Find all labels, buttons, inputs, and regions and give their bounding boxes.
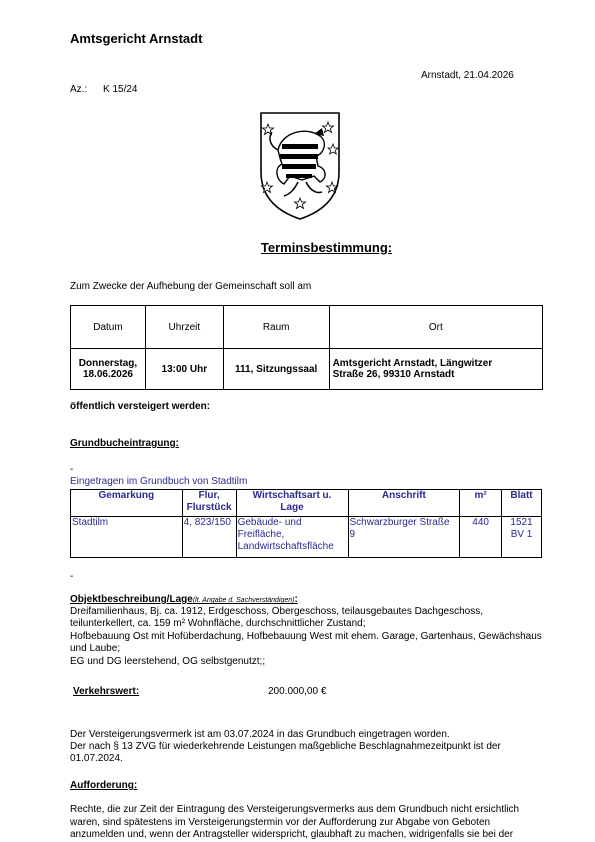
grundbuch-header-row <box>71 490 542 517</box>
appointment-table <box>70 305 543 390</box>
col-wirtschaftsart <box>236 490 348 517</box>
object-description-heading <box>70 594 298 605</box>
object-heading-text: Objektbeschreibung/Lage <box>70 594 193 605</box>
place-date: Arnstadt, 21.04.2026 <box>421 70 514 81</box>
auction-statement: öffentlich versteigert werden: <box>70 401 211 412</box>
col-wirt-1: Wirtschaftsart u. <box>252 490 332 501</box>
object-line: und Laube; <box>70 643 121 654</box>
object-line: Dreifamilienhaus, Bj. ca. 1912, Erdgeschoss, Obergeschoss, teilausgebautes Dachgeschoss, <box>70 606 484 617</box>
title-wrap <box>0 239 595 257</box>
datum-cell <box>71 349 146 390</box>
grundbuch-source: Eingetragen im Grundbuch von Stadtilm <box>70 476 248 487</box>
ort-line-2: Straße 26, 99310 Arnstadt <box>332 369 455 380</box>
vermerk-line: Der Versteigerungsvermerk ist am 03.07.2024 in das Grundbuch eingetragen worden. <box>70 729 450 740</box>
az-label: Az.: <box>70 84 88 95</box>
grundbuch-table <box>70 489 542 558</box>
header-ort: Ort <box>329 306 542 349</box>
verkehrswert-value: 200.000,00 € <box>268 686 327 697</box>
cell-blatt-2: BV 1 <box>510 529 533 540</box>
aufforderung-line: waren, sind spätestens im Versteigerungstermin vor der Aufforderung zur Abgabe von Geboten <box>70 817 491 828</box>
file-reference <box>70 84 137 95</box>
uhrzeit-cell: 13:00 Uhr <box>145 349 223 390</box>
table-row <box>71 517 542 558</box>
aufforderung-line: Rechte, die zur Zeit der Eintragung des Versteigerungsvermerks aus dem Grundbuch nicht ersichtlich <box>70 804 520 815</box>
cell-anschrift <box>348 517 460 558</box>
verkehrswert-label: Verkehrswert: <box>73 686 140 697</box>
appointment-header-row <box>71 306 543 349</box>
col-flur-2: Flurstück <box>186 502 232 513</box>
object-heading-colon: : <box>294 594 298 605</box>
col-anschrift: Anschrift <box>348 490 460 517</box>
cell-gemarkung: Stadtilm <box>71 517 183 558</box>
court-name: Amtsgericht Arnstadt <box>70 31 203 46</box>
object-heading-note: (lt. Angabe d. Sachverständigen) <box>192 597 295 604</box>
object-line: teilunterkellert, ca. 159 m² Wohnfläche, durchschnittlicher Zustand; <box>70 618 366 629</box>
col-blatt: Blatt <box>502 490 542 517</box>
col-m2: m² <box>460 490 502 517</box>
header-raum: Raum <box>223 306 329 349</box>
cell-flur: 4, 823/150 <box>182 517 236 558</box>
az-value: K 15/24 <box>103 84 138 95</box>
intro-text: Zum Zwecke der Aufhebung der Gemeinschaft soll am <box>70 281 312 292</box>
cell-m2: 440 <box>460 517 502 558</box>
col-flur <box>182 490 236 517</box>
appointment-value-row <box>71 349 543 390</box>
vermerk-line: Der nach § 13 ZVG für wiederkehrende Leistungen maßgebliche Beschlagnahmezeitpunkt ist der <box>70 741 501 752</box>
col-gemarkung: Gemarkung <box>71 490 183 517</box>
cell-wirt-2: Freifläche, <box>237 529 285 540</box>
cell-wirt-1: Gebäude- und <box>237 517 302 528</box>
datum-date: 18.06.2026 <box>82 369 133 380</box>
cell-wirt-3: Landwirtschaftsfläche <box>237 541 334 552</box>
header-datum: Datum <box>71 306 146 349</box>
cell-anschrift-1: Schwarzburger Straße <box>349 517 450 528</box>
datum-weekday: Donnerstag, <box>78 358 138 369</box>
cell-blatt <box>502 517 542 558</box>
separator-dash: - <box>70 464 74 475</box>
vermerk-line: 01.07.2024. <box>70 753 123 764</box>
cell-wirtschaftsart <box>236 517 348 558</box>
ort-cell <box>329 349 542 390</box>
aufforderung-line: anzumelden und, wenn der Antragsteller widerspricht, glaubhaft zu machen, widrigenfalls sie bei der <box>70 829 514 840</box>
col-wirt-2: Lage <box>280 502 304 513</box>
raum-cell: 111, Sitzungssaal <box>223 349 329 390</box>
separator-dash-2: - <box>70 571 74 582</box>
cell-anschrift-2: 9 <box>349 529 356 540</box>
header-uhrzeit: Uhrzeit <box>145 306 223 349</box>
thuringia-coat-of-arms <box>258 110 342 222</box>
document-title: Terminsbestimmung: <box>260 240 393 255</box>
object-line: EG und DG leerstehend, OG selbstgenutzt;; <box>70 656 266 667</box>
ort-line-1: Amtsgericht Arnstadt, Längwitzer <box>332 358 493 369</box>
col-flur-1: Flur, <box>198 490 220 501</box>
aufforderung-heading: Aufforderung: <box>70 780 138 791</box>
object-line: Hofbebauung Ost mit Hofüberdachung, Hofbebauung West mit ehem. Garage, Gartenhaus, Gewächshaus <box>70 631 542 642</box>
grundbuch-heading: Grundbucheintragung: <box>70 438 179 449</box>
cell-blatt-1: 1521 <box>510 517 533 528</box>
